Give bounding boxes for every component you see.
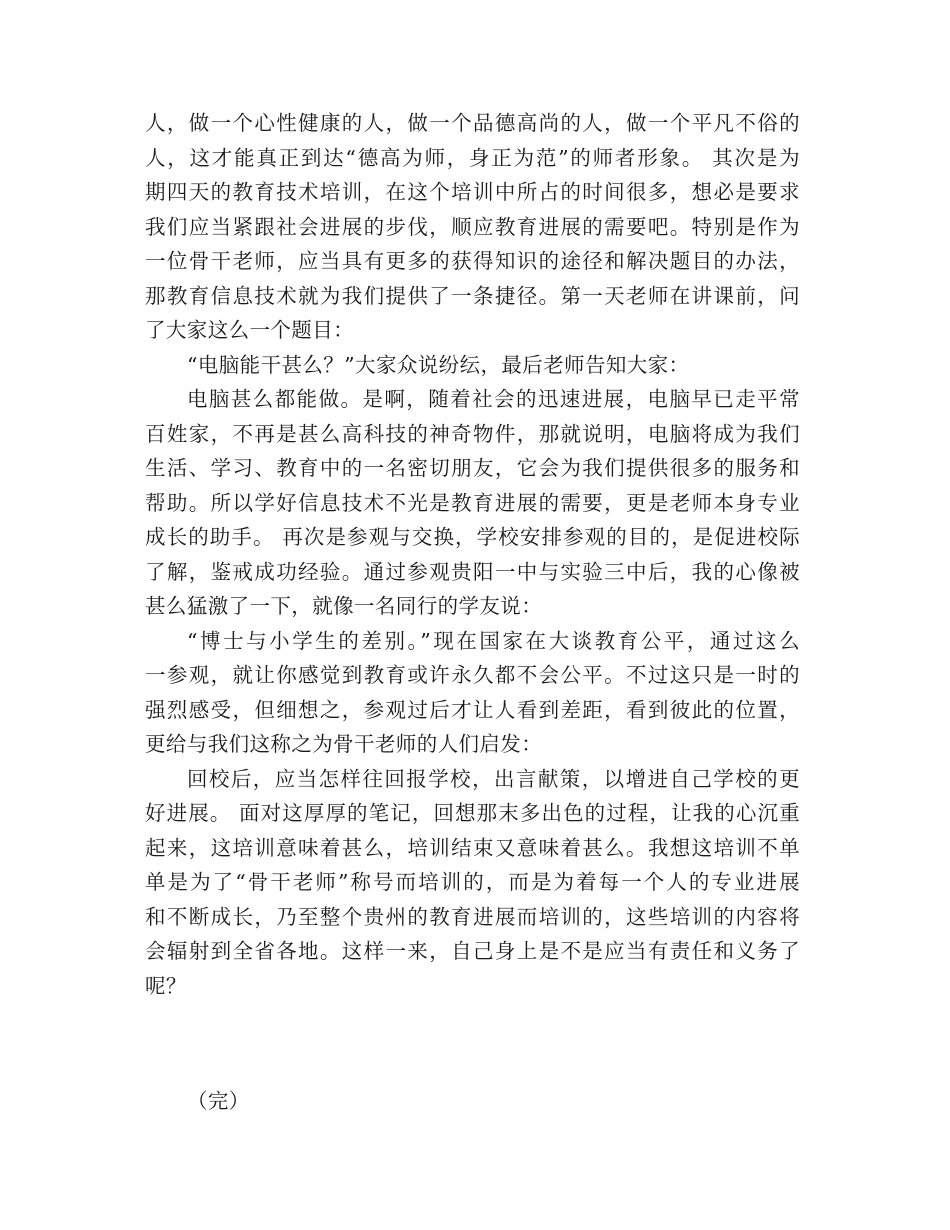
text-line: 强烈感受，但细想之，参观过后才让人看到差距，看到彼此的位置， bbox=[145, 697, 800, 722]
text-line: 了大家这么一个题目： bbox=[145, 318, 354, 342]
text-line: 生活、学习、教育中的一名密切朋友，它会为我们提供很多的服务和 bbox=[145, 456, 800, 480]
text-line: 一参观，就让你感觉到教育或许永久都不会公平。不过这只是一时的 bbox=[145, 663, 800, 687]
text-line: 人，做一个心性健康的人，做一个品德高尚的人，做一个平凡不俗的 bbox=[145, 111, 800, 135]
text-line: 人，这才能真正到达“德高为师，身正为范”的师者形象。 其次是为 bbox=[145, 145, 800, 170]
text-line: 我们应当紧跟社会进展的步伐，顺应教育进展的需要吧。特别是作为 bbox=[145, 214, 800, 239]
text-line: 百姓家，不再是甚么高科技的神奇物件，那就说明，电脑将成为我们 bbox=[145, 421, 800, 446]
text-line: 呢？ bbox=[145, 973, 187, 998]
text-line: 成长的助手。 再次是参观与交换，学校安排参观的目的，是促进校际 bbox=[145, 525, 800, 549]
text-line: 了解，鉴戒成功经验。通过参观贵阳一中与实验三中后，我的心像被 bbox=[145, 559, 800, 584]
text-line: 期四天的教育技术培训，在这个培训中所占的时间很多，想必是要求 bbox=[145, 180, 800, 204]
text-line: 起来，这培训意味着甚么，培训结束又意味着甚么。我想这培训不单 bbox=[145, 835, 800, 860]
text-line: 一位骨干老师，应当具有更多的获得知识的途径和解决题目的办法， bbox=[145, 249, 800, 273]
text-line: 回校后，应当怎样往回报学校，出言献策，以增进自己学校的更 bbox=[187, 766, 800, 791]
end-mark: （完） bbox=[187, 1089, 250, 1113]
text-line: 甚么猛激了一下，就像一名同行的学友说： bbox=[145, 594, 543, 618]
text-line: 单是为了“骨干老师”称号而培训的，而是为着每一个人的专业进展 bbox=[145, 870, 800, 894]
text-line: “电脑能干甚么？”大家众说纷纭，最后老师告知大家： bbox=[187, 352, 690, 377]
text-line: 电脑甚么都能做。是啊，随着社会的迅速进展，电脑早已走平常 bbox=[187, 387, 800, 411]
text-line: 更给与我们这称之为骨干老师的人们启发： bbox=[145, 732, 543, 756]
text-line: 和不断成长，乃至整个贵州的教育进展而培训的，这些培训的内容将 bbox=[145, 904, 800, 929]
text-line: “博士与小学生的差别。”现在国家在大谈教育公平，通过这么 bbox=[187, 628, 800, 653]
text-line: 那教育信息技术就为我们提供了一条捷径。第一天老师在讲课前，问 bbox=[145, 283, 800, 308]
text-line: 好进展。 面对这厚厚的笔记，回想那末多出色的过程，让我的心沉重 bbox=[145, 801, 800, 825]
text-line: 会辐射到全省各地。这样一来，自己身上是不是应当有责任和义务了 bbox=[145, 939, 800, 963]
body-text bbox=[145, 106, 800, 1003]
text-line: 帮助。所以学好信息技术不光是教育进展的需要，更是老师本身专业 bbox=[145, 490, 800, 515]
